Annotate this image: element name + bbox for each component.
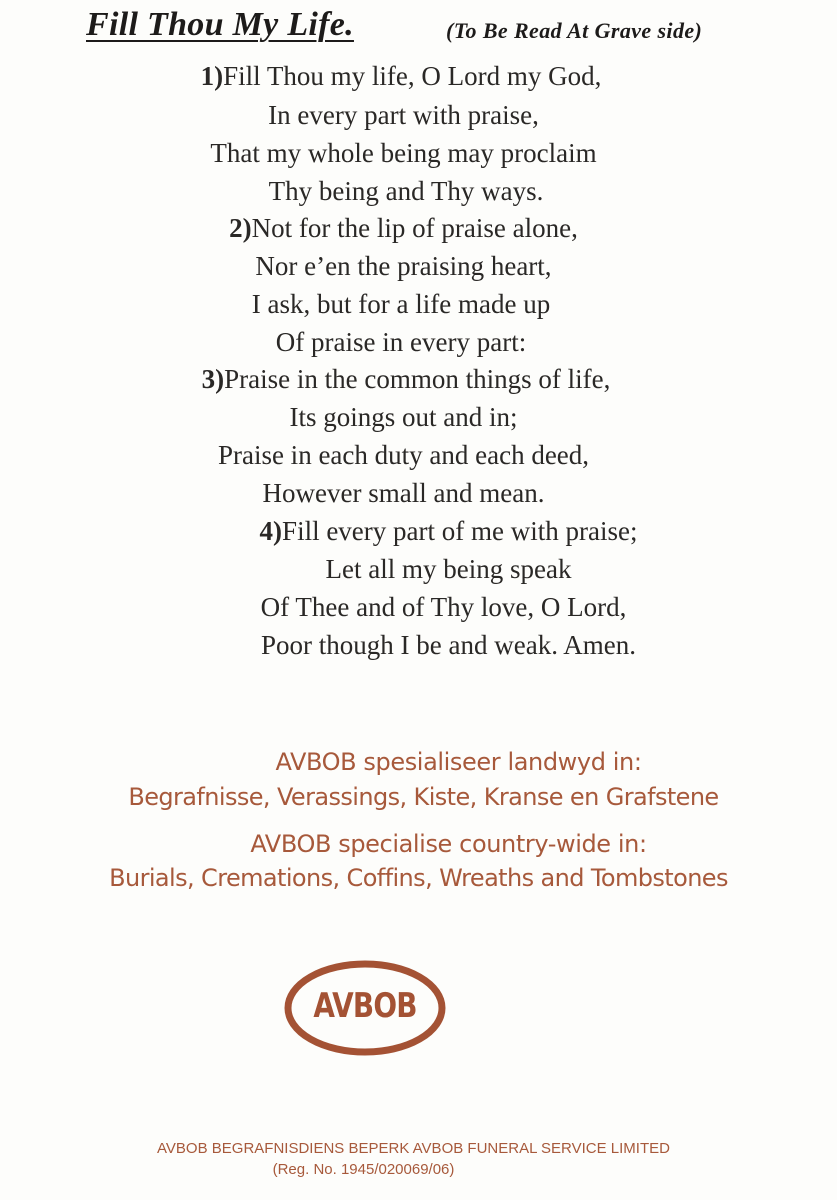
verse-2-line-2 [0, 248, 837, 285]
verse-line-text: Not for the lip of praise alone, [251, 213, 578, 243]
verse-line-text: Praise in each duty and each deed, [217, 440, 590, 470]
verse-3-line-4 [0, 475, 837, 512]
verse-1-number: 1) [200, 61, 224, 91]
promo-english-heading: AVBOB specialise country-wide in: [250, 830, 647, 858]
verse-line-text: Praise in the common things of life, [224, 364, 611, 394]
verse-line-text: Fill every part of me with praise; [282, 516, 638, 546]
verse-4-number: 4) [259, 516, 283, 546]
verse-line-text: However small and mean. [262, 478, 545, 508]
verse-2-line-1 [0, 210, 837, 247]
verse-line-text: In every part with praise, [268, 100, 539, 130]
verse-line-text: Thy being and Thy ways. [268, 176, 544, 206]
verse-line-text: Nor e’en the praising heart, [255, 251, 552, 281]
promo-english-services: Burials, Cremations, Coffins, Wreaths and Tombstones [109, 864, 728, 892]
verse-line-text: I ask, but for a life made up [251, 289, 551, 319]
verse-4-line-3 [0, 589, 837, 626]
verse-4-line-1 [0, 513, 837, 550]
footer-company: AVBOB BEGRAFNISDIENS BEPERK AVBOB FUNERAL SERVICE LIMITED [157, 1140, 670, 1157]
verse-line-text: Poor though I be and weak. Amen. [261, 630, 636, 660]
verse-3-line-2 [0, 399, 837, 436]
verse-1-line-1 [0, 58, 837, 95]
verse-4-line-4 [0, 627, 837, 664]
promo-afrikaans-heading: AVBOB spesialiseer landwyd in: [275, 748, 642, 776]
verse-1-line-4 [0, 173, 837, 210]
verse-1-line-3 [0, 135, 837, 172]
hymn-title: Fill Thou My Life. [86, 6, 354, 43]
verse-line-text: Of Thee and of Thy love, O Lord, [260, 592, 627, 622]
reading-note: (To Be Read At Grave side) [446, 18, 703, 43]
verse-line-text: That my whole being may proclaim [210, 138, 597, 168]
verse-1-line-2 [0, 97, 837, 134]
verse-3-line-3 [0, 437, 837, 474]
avbob-logo [284, 958, 446, 1058]
verse-2-line-4 [0, 324, 837, 361]
verse-line-text: Of praise in every part: [275, 327, 527, 357]
verse-line-text: Fill Thou my life, O Lord my God, [223, 61, 602, 91]
verse-3-line-1 [0, 361, 837, 398]
verse-2-line-3 [0, 286, 837, 323]
verse-line-text: Let all my being speak [325, 554, 572, 584]
footer-registration: (Reg. No. 1945/020069/06) [272, 1161, 455, 1178]
verse-2-number: 2) [229, 213, 252, 243]
promo-afrikaans-services: Begrafnisse, Verassings, Kiste, Kranse en Grafstene [128, 783, 719, 811]
verse-3-number: 3) [201, 364, 225, 394]
verse-line-text: Its goings out and in; [289, 402, 518, 432]
verse-4-line-2 [0, 551, 837, 588]
logo-wordmark: AVBOB [313, 986, 417, 1026]
